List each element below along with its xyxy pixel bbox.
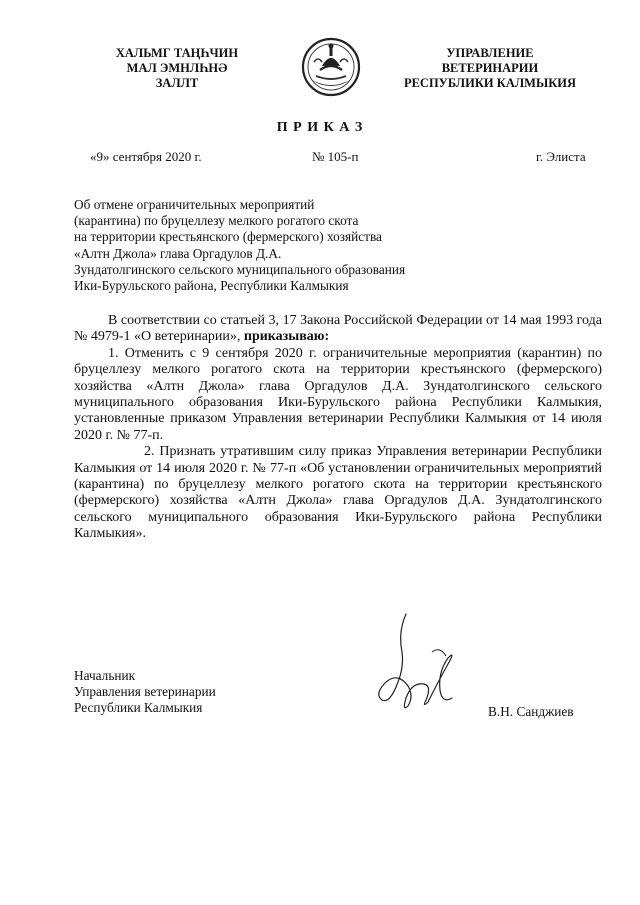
position-line: Управления ветеринарии xyxy=(74,684,216,700)
intro-bold: приказываю: xyxy=(243,329,330,345)
order-date: «9» сентября 2020 г. xyxy=(90,149,202,164)
order-city: г. Элиста xyxy=(536,149,586,164)
subject-line: Зундатолгинского сельского муниципального образования xyxy=(74,261,406,277)
coat-of-arms-icon xyxy=(300,36,362,98)
position-line: Начальник xyxy=(74,668,136,683)
header-left xyxy=(92,46,262,91)
signatory-position xyxy=(74,668,216,717)
document-title: П Р И К А З xyxy=(276,120,364,135)
header-left-line: ХАЛЬМГ ТАҢҺЧИН xyxy=(115,46,239,60)
subject-line: Ики-Бурульского района, Республики Калмыкия xyxy=(74,278,349,294)
subject-line: (карантина) по бруцеллезу мелкого рогатого скота xyxy=(74,213,359,229)
header-right xyxy=(390,46,590,91)
handwritten-signature xyxy=(368,612,478,722)
item-1: 1. Отменить с 9 сентября 2020 г. ограничительные мероприятия (карантин) по бруцеллезу мелкого рогатого скота на территории крестьянского (фермерского) хозяйства «Алтн Джола» глава Оргадулов Д.А. Зундатолгинского сельского муниципального образования Ики-Бурульского района Республики Калмыкия, установленные приказом Управления ветеринарии Республики Калмыкия от 14 июля 2020 г. № 77-п. xyxy=(74,345,602,443)
header-right-line: УПРАВЛЕНИЕ xyxy=(446,46,534,60)
position-line: Республики Калмыкия xyxy=(74,700,203,716)
header-right-line: РЕСПУБЛИКИ КАЛМЫКИЯ xyxy=(403,76,577,90)
order-subject xyxy=(74,197,494,294)
subject-line: «Алтн Джола» глава Оргадулов Д.А. xyxy=(74,245,282,261)
header-right-line: ВЕТЕРИНАРИИ xyxy=(441,61,539,75)
header-left-line: МАЛ ЭМНЛҺНӘ xyxy=(126,61,228,75)
subject-line: на территории крестьянского (фермерского) хозяйства xyxy=(74,229,382,245)
subject-line: Об отмене ограничительных мероприятий xyxy=(74,197,315,212)
order-body xyxy=(74,313,602,543)
body-intro xyxy=(74,313,602,346)
item-2: 2. Признать утратившим силу приказ Управления ветеринарии Республики Калмыкия от 14 июля 2020 г. № 77-п «Об установлении ограничительных мероприятий (карантина) по бруцеллезу мелкого рогатого скота на территории крестьянского (фермерского) хозяйства «Алтн Джола» глава Оргадулов Д.А. Зундатолгинского сельского муниципального образования Ики-Бурульского района Республики Калмыкия». xyxy=(74,444,602,542)
order-number: № 105-п xyxy=(312,149,359,164)
signatory-name: В.Н. Санджиев xyxy=(488,704,574,719)
intro-text: В соответствии со статьей 3, 17 Закона Российской Федерации от 14 мая 1993 года № 4979-1 «О ветеринарии», xyxy=(74,313,602,345)
header-left-line: ЗАЛЛТ xyxy=(155,76,199,90)
